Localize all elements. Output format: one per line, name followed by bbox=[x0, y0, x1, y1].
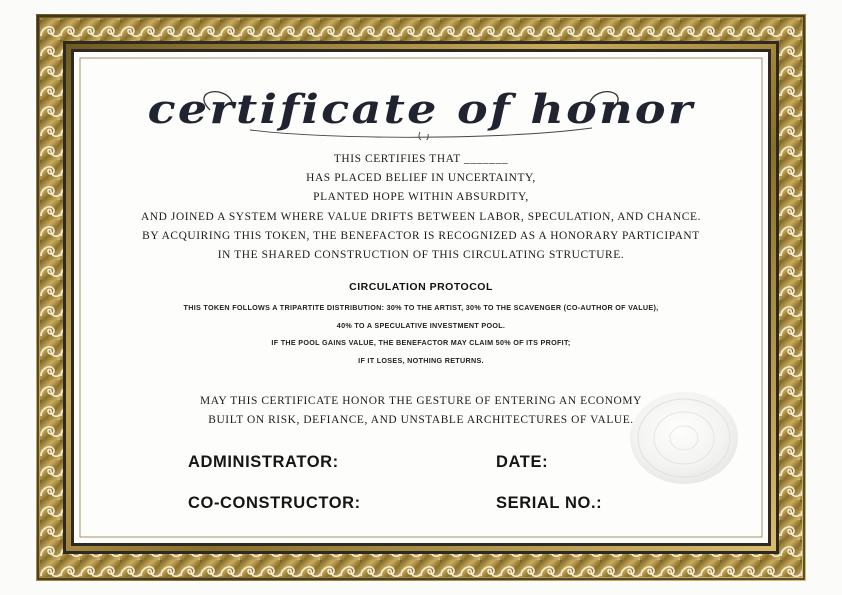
body-line: THIS CERTIFIES THAT _______ bbox=[333, 153, 509, 165]
protocol-body bbox=[0, 299, 842, 369]
closing-line: BUILT ON RISK, DEFIANCE, AND UNSTABLE ARCHITECTURES OF VALUE. bbox=[208, 414, 634, 426]
protocol-line: THIS TOKEN FOLLOWS A TRIPARTITE DISTRIBUTION: 30% TO THE ARTIST, 30% TO THE SCAVENGER (CO-AUTHOR OF VALUE), bbox=[183, 303, 659, 312]
serial-number-label: SERIAL NO.: bbox=[496, 494, 603, 512]
protocol-line: IF IT LOSES, NOTHING RETURNS. bbox=[358, 355, 484, 365]
embossed-seal-icon bbox=[622, 388, 742, 488]
certificate-title: certificate of honor bbox=[147, 86, 695, 133]
body-line: BY ACQUIRING THIS TOKEN, THE BENEFACTOR IS RECOGNIZED AS A HONORARY PARTICIPANT bbox=[142, 229, 700, 242]
body-line: IN THE SHARED CONSTRUCTION OF THIS CIRCULATING STRUCTURE. bbox=[217, 248, 625, 261]
body-line: AND JOINED A SYSTEM WHERE VALUE DRIFTS BETWEEN LABOR, SPECULATION, AND CHANCE. bbox=[140, 210, 702, 223]
protocol-line: 40% TO A SPECULATIVE INVESTMENT POOL. bbox=[336, 320, 506, 330]
protocol-line: IF THE POOL GAINS VALUE, THE BENEFACTOR MAY CLAIM 50% OF ITS PROFIT; bbox=[271, 338, 571, 348]
body-line: PLANTED HOPE WITHIN ABSURDITY, bbox=[313, 191, 529, 204]
closing-line: MAY THIS CERTIFICATE HONOR THE GESTURE OF ENTERING AN ECONOMY bbox=[200, 395, 642, 407]
date-label: DATE: bbox=[496, 453, 549, 471]
administrator-label: ADMINISTRATOR: bbox=[188, 453, 339, 471]
certificate-body bbox=[0, 150, 842, 265]
protocol-title: CIRCULATION PROTOCOL bbox=[349, 281, 493, 293]
co-constructor-label: CO-CONSTRUCTOR: bbox=[188, 494, 361, 512]
body-line: HAS PLACED BELIEF IN UNCERTAINTY, bbox=[306, 172, 536, 185]
